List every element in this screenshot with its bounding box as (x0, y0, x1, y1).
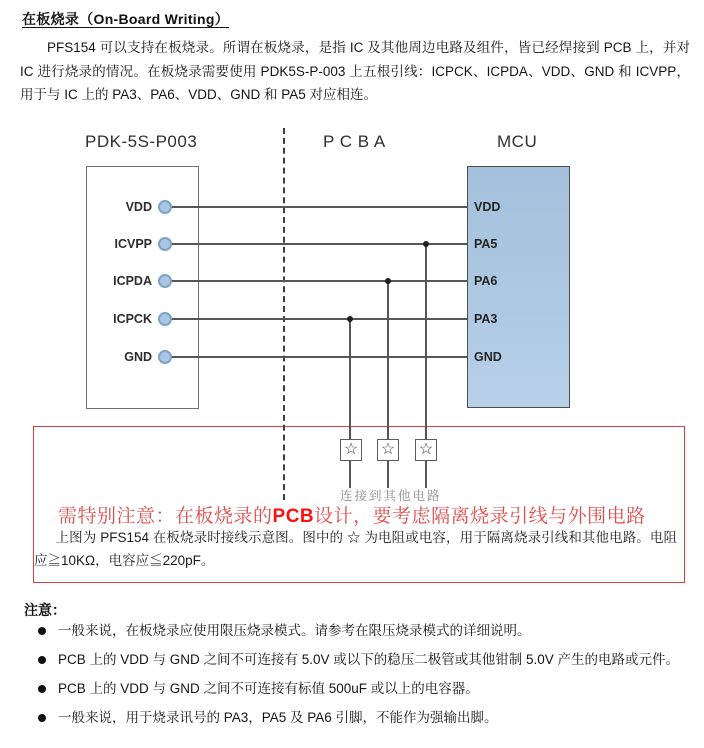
warning-headline-prefix: 需特别注意：在板烧录的 (58, 506, 273, 527)
wire-gnd (170, 356, 467, 358)
star-icon: ☆ (418, 441, 434, 458)
warning-headline-suffix: 设计，要考虑隔离烧录引线与外围电路 (314, 506, 646, 527)
star-icon: ☆ (343, 441, 359, 458)
note-text: PCB 上的 VDD 与 GND 之间不可连接有 5.0V 或以下的稳压二极管或其他钳制 5.0V 产生的电路或元件。 (58, 652, 680, 667)
isolation-component-2 (377, 439, 399, 461)
note-text: PCB 上的 VDD 与 GND 之间不可连接有标值 500uF 或以上的电容器。 (58, 681, 479, 696)
pcba-boundary-dashed-line (283, 128, 285, 500)
prog-pin-vdd: VDD (125, 200, 152, 214)
junction-dot-pa6 (385, 278, 391, 284)
warning-headline (58, 501, 646, 528)
pin-dot-icpda (158, 274, 172, 288)
warning-headline-pcb: PCB (272, 506, 315, 527)
mcu-label: MCU (497, 132, 538, 151)
mcu-pin-pa6: PA6 (474, 274, 498, 288)
bullet-icon (38, 685, 46, 693)
junction-dot-pa3 (347, 316, 353, 322)
note-item (38, 622, 688, 640)
note-item (38, 709, 688, 727)
bullet-icon (38, 656, 46, 664)
pin-dot-icpck (158, 312, 172, 326)
note-text: 一般来说，在板烧录应使用限压烧录模式。请参考在限压烧录模式的详细说明。 (58, 623, 531, 638)
isolation-component-1 (340, 439, 362, 461)
prog-pin-gnd: GND (124, 350, 152, 364)
pcba-label: P C B A (323, 132, 386, 151)
mcu-pin-gnd: GND (474, 350, 502, 364)
prog-pin-icpda: ICPDA (113, 274, 152, 288)
other-circuit-caption: 连接到其他电路 (340, 489, 442, 503)
isolation-component-3 (415, 439, 437, 461)
junction-dot-pa5 (423, 241, 429, 247)
intro-paragraph: PFS154 可以支持在板烧录。所谓在板烧录，是指 IC 及其他周边电路及组件，皆已经焊接到 PCB 上，并对 IC 进行烧录的情况。在板烧录需要使用 PDK5S-P-003 上五根引线：ICPCK、ICPDA、VDD、GND 和 ICVPP，用于与 IC 上的 PA3、PA6、VDD、GND 和 PA5 对应相连。 (20, 40, 690, 102)
mcu-pin-vdd: VDD (474, 200, 501, 214)
mcu-pin-pa3: PA3 (474, 312, 498, 326)
warning-body: 上图为 PFS154 在板烧录时接线示意图。图中的 ☆ 为电阻或电容，用于隔离烧录引线和其他电路。电阻应≧10KΩ，电容应≦220pF。 (34, 530, 677, 568)
pin-dot-icvpp (158, 237, 172, 251)
wire-icpda-pa6 (170, 280, 467, 282)
bullet-icon (38, 627, 46, 635)
note-text: 一般来说，用于烧录讯号的 PA3，PA5 及 PA6 引脚，不能作为强输出脚。 (58, 710, 498, 725)
bullet-icon (38, 714, 46, 722)
programmer-label: PDK-5S-P003 (85, 132, 198, 151)
page-title: 在板烧录（On-Board Writing） (22, 11, 229, 27)
notes-title: 注意： (24, 602, 66, 618)
pin-dot-vdd (158, 200, 172, 214)
prog-pin-icvpp: ICVPP (114, 237, 152, 251)
note-item (38, 651, 688, 669)
prog-pin-icpck: ICPCK (113, 312, 152, 326)
mcu-pin-pa5: PA5 (474, 237, 498, 251)
branch-line-pa3 (349, 319, 351, 488)
wire-vdd (170, 206, 467, 208)
star-icon: ☆ (380, 441, 396, 458)
wire-icpck-pa3 (170, 318, 467, 320)
pin-dot-gnd (158, 350, 172, 364)
note-item (38, 680, 688, 698)
